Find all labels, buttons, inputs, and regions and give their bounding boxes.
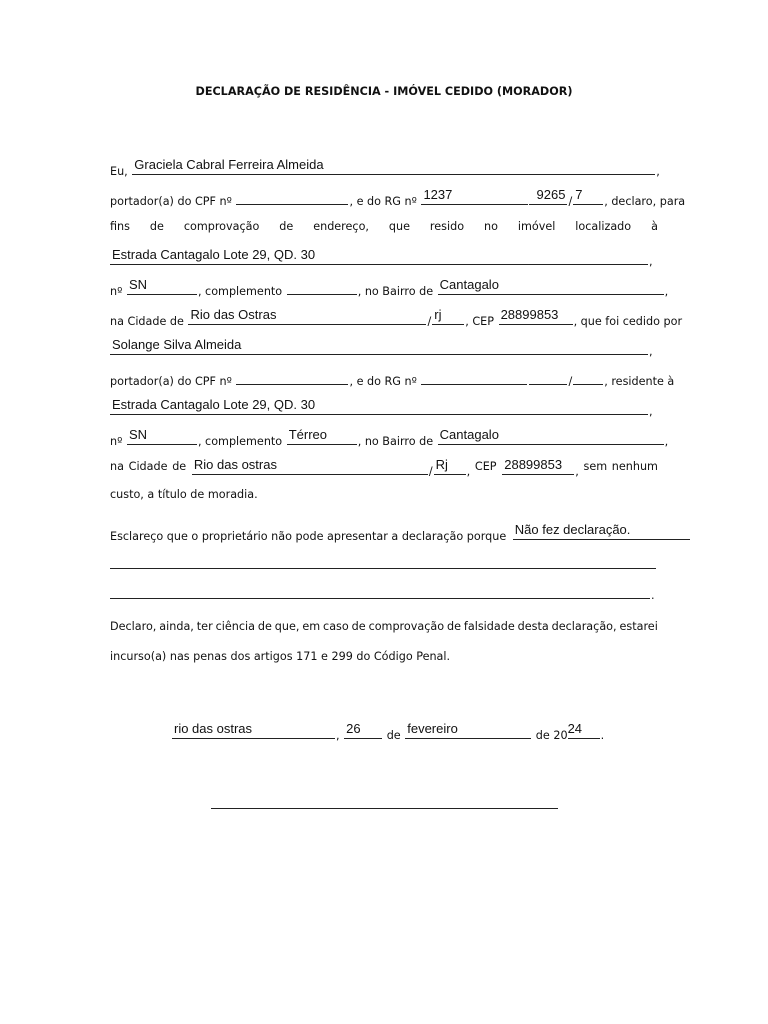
owner-cep-group	[501, 457, 579, 479]
word: ter	[196, 620, 213, 633]
slash: /	[427, 315, 432, 328]
word: comprovação	[183, 220, 260, 233]
owner-name: Solange Silva Almeida	[112, 337, 242, 352]
word: de	[279, 220, 294, 233]
declarant-rg: 1237	[423, 187, 453, 202]
word: à	[651, 220, 658, 233]
declarant-cpf-field[interactable]	[236, 190, 348, 205]
owner-complement-field[interactable]	[287, 427, 357, 445]
word: de	[172, 460, 187, 473]
comma: ,	[649, 255, 653, 268]
word: de	[149, 220, 164, 233]
document-title: DECLARAÇÃO DE RESIDÊNCIA - IMÓVEL CEDIDO (MORADOR)	[195, 85, 573, 98]
word: desta	[517, 620, 549, 633]
word: resido	[429, 220, 465, 233]
cpf-label: portador(a) do CPF nº	[110, 195, 232, 208]
period: .	[600, 729, 605, 742]
word: que,	[274, 620, 300, 633]
number-label: nº	[110, 435, 123, 448]
owner-reason-line	[110, 522, 658, 544]
owner-city-group	[191, 457, 471, 479]
cep-label: , CEP	[465, 315, 494, 328]
residence-cep: 28899853	[500, 307, 559, 322]
cpf-label: portador(a) do CPF nº	[110, 375, 232, 388]
comma: ,	[649, 345, 653, 358]
date-de-label: de	[386, 729, 401, 742]
residence-city-field[interactable]	[188, 307, 426, 325]
residence-city-line	[110, 307, 683, 329]
owner-address: Estrada Cantagalo Lote 29, QD. 30	[112, 397, 316, 412]
year-field[interactable]	[567, 721, 600, 739]
city-label: na Cidade de	[110, 315, 184, 328]
residence-cep-field[interactable]	[499, 307, 573, 325]
word: endereço,	[313, 220, 369, 233]
word: de	[257, 620, 272, 633]
owner-city-line	[110, 457, 658, 479]
word: de	[351, 620, 366, 633]
word: comprovação	[368, 620, 445, 633]
word: ciência	[215, 620, 255, 633]
slash: /	[568, 195, 573, 208]
owner-number-line	[110, 427, 669, 449]
reason-continuation-line-2	[110, 584, 658, 603]
declarant-name: Graciela Cabral Ferreira Almeida	[134, 157, 324, 172]
owner-name-field[interactable]	[110, 337, 648, 355]
reason-continuation-field-1[interactable]	[110, 554, 656, 569]
date-day: 26	[346, 721, 361, 736]
reason-continuation-field-2[interactable]	[110, 584, 650, 599]
word: que	[388, 220, 410, 233]
word: na	[110, 460, 124, 473]
comma: ,	[336, 729, 340, 742]
word: fins	[110, 220, 130, 233]
owner-cep: 28899853	[504, 457, 563, 472]
owner-city-field[interactable]	[192, 457, 428, 475]
word: localizado	[575, 220, 632, 233]
word: estarei	[619, 620, 658, 633]
comma: ,	[649, 405, 653, 418]
cep-label: CEP	[474, 460, 497, 473]
owner-name-line	[110, 337, 658, 359]
owner-cpf-field[interactable]	[236, 370, 348, 385]
owner-rg3-field[interactable]	[573, 370, 603, 385]
residence-address-field[interactable]	[110, 247, 648, 265]
rg-label: , e do RG nº	[349, 375, 417, 388]
comma: ,	[466, 465, 471, 478]
word: de	[447, 620, 461, 633]
word: caso	[323, 620, 349, 633]
declarant-rg2-field[interactable]	[529, 187, 567, 205]
reason-field[interactable]	[513, 522, 690, 540]
owner-id-line	[110, 370, 675, 389]
residence-complement-field[interactable]	[287, 280, 357, 295]
declarant-rg-field[interactable]	[421, 187, 528, 205]
residence-city: Rio das Ostras	[190, 307, 277, 322]
period: .	[651, 589, 655, 602]
word: em	[302, 620, 321, 633]
comma: ,	[664, 285, 669, 298]
owner-state: Rj	[435, 457, 448, 472]
declaration-paragraph-line-1	[110, 620, 658, 634]
word: sem	[583, 460, 608, 473]
word: ainda,	[159, 620, 194, 633]
slash: /	[428, 465, 433, 478]
free-of-charge-line: custo, a título de moradia.	[110, 488, 258, 501]
declarant-id-line	[110, 187, 686, 209]
owner-address-line	[110, 397, 658, 419]
owner-cep-field[interactable]	[502, 457, 574, 475]
owner-address-field[interactable]	[110, 397, 648, 415]
reason-text: Não fez declaração.	[514, 522, 631, 537]
month-field[interactable]	[405, 721, 531, 739]
day-field[interactable]	[344, 721, 382, 739]
declaro-text: , declaro, para	[604, 195, 686, 208]
word: no	[483, 220, 498, 233]
neighborhood-label: , no Bairro de	[357, 435, 434, 448]
declarant-rg3-field[interactable]	[573, 187, 603, 205]
place-field[interactable]	[172, 721, 335, 739]
reason-continuation-line	[110, 554, 658, 573]
signature-line[interactable]	[211, 808, 558, 809]
owner-city: Rio das ostras	[193, 457, 277, 472]
owner-number-field[interactable]	[127, 427, 197, 445]
word: Cidade	[128, 460, 168, 473]
owner-neighborhood-field[interactable]	[438, 427, 664, 445]
residence-state: rj	[434, 307, 442, 322]
residence-address-line	[110, 247, 658, 269]
resident-text: , residente à	[604, 375, 675, 388]
owner-rg-field[interactable]	[421, 370, 527, 385]
declarant-line	[110, 157, 660, 179]
word: imóvel	[517, 220, 556, 233]
comma: ,	[664, 435, 669, 448]
word: declaração,	[551, 620, 617, 633]
declarant-rg2: 9265	[536, 187, 566, 202]
residence-number-line	[110, 277, 669, 299]
declarant-rg3: 7	[575, 187, 583, 202]
owner-number: SN	[128, 427, 147, 442]
date-year-prefix: de 20	[535, 729, 568, 742]
prefix-eu: Eu,	[110, 165, 128, 178]
residence-number-field[interactable]	[127, 277, 197, 295]
comma: ,	[656, 165, 660, 178]
residence-neighborhood: Cantagalo	[439, 277, 499, 292]
date-year: 24	[567, 721, 583, 736]
owner-neighborhood: Cantagalo	[439, 427, 499, 442]
date-month: fevereiro	[407, 721, 458, 736]
word: nenhum	[611, 460, 658, 473]
residence-address: Estrada Cantagalo Lote 29, QD. 30	[112, 247, 316, 262]
residence-state-field[interactable]	[432, 307, 464, 325]
word: Declaro,	[110, 620, 157, 633]
date-place: rio das ostras	[174, 721, 253, 736]
residence-neighborhood-field[interactable]	[438, 277, 664, 295]
date-line	[172, 721, 605, 743]
complement-label: , complemento	[197, 435, 283, 448]
declarant-name-field[interactable]	[132, 157, 655, 175]
comma: ,	[575, 465, 579, 478]
owner-complement: Térreo	[288, 427, 327, 442]
number-label: nº	[110, 285, 123, 298]
purpose-line	[110, 220, 658, 234]
slash: /	[568, 375, 573, 388]
word: falsidade	[463, 620, 515, 633]
neighborhood-label: , no Bairro de	[357, 285, 434, 298]
complement-label: , complemento	[197, 285, 283, 298]
owner-state-field[interactable]	[434, 457, 466, 475]
rg-label: , e do RG nº	[349, 195, 417, 208]
declaration-paragraph-line-2: incurso(a) nas penas dos artigos 171 e 299 do Código Penal.	[110, 650, 451, 663]
residence-number: SN	[128, 277, 147, 292]
ceded-by-text: , que foi cedido por	[573, 315, 683, 328]
reason-label: Esclareço que o proprietário não pode apresentar a declaração porque	[110, 530, 507, 543]
owner-rg2-field[interactable]	[529, 370, 567, 385]
